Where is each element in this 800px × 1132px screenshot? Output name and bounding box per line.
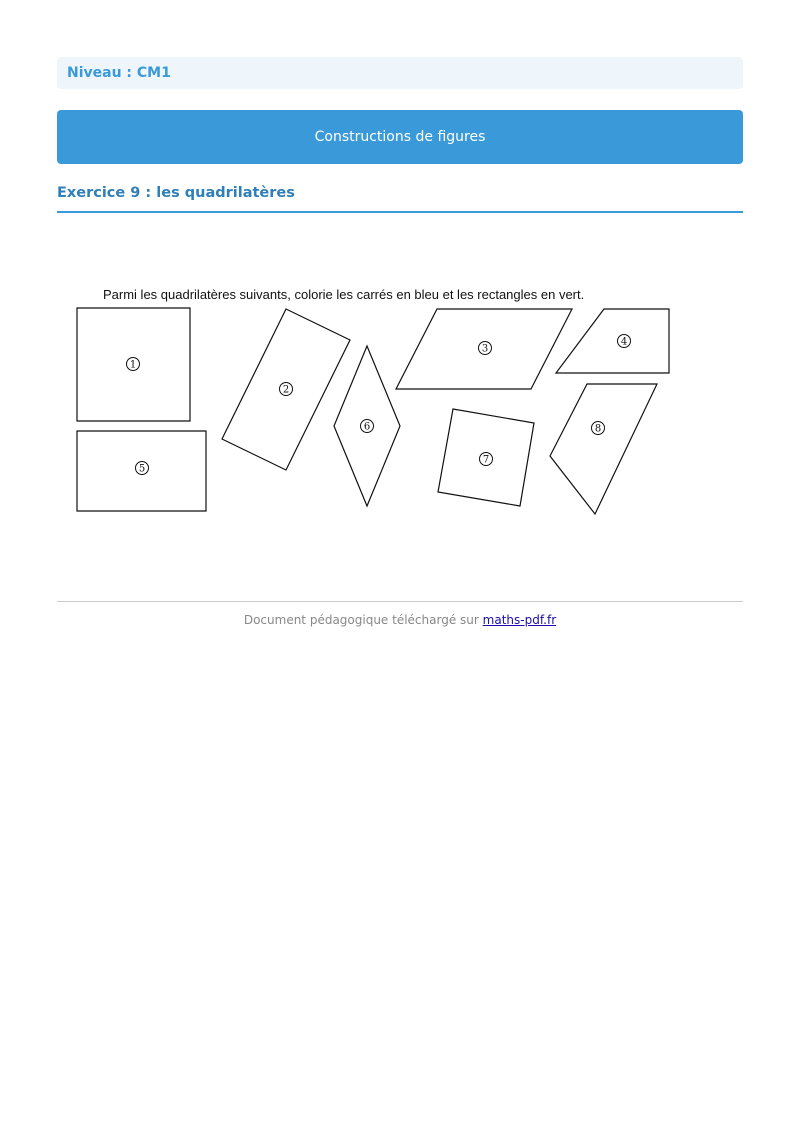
footer-link[interactable]: maths-pdf.fr [482,613,557,627]
shape-5-number: 5 [138,463,146,475]
niveau-label: Niveau : CM1 [57,57,743,89]
exercise-title: Exercice 9 : les quadrilatères [57,185,743,213]
shape-5[interactable] [77,431,206,511]
trapezoid-shape-4 [556,309,669,373]
shape-7-number: 7 [482,454,490,466]
page-title: Constructions de figures [57,110,743,164]
shape-4[interactable] [556,309,669,373]
shape-7[interactable] [438,409,534,506]
shape-3[interactable] [396,309,572,389]
shape-2[interactable] [222,309,350,470]
shape-6[interactable] [334,346,400,506]
footer-text: Document pédagogique téléchargé sur [243,613,479,627]
quadrilaterals-figure [68,280,688,525]
shape-1-number: 1 [129,359,137,371]
shape-4-number: 4 [620,336,628,348]
footer-divider [57,601,743,602]
shape-3-number: 3 [481,343,489,355]
instruction-text: Parmi les quadrilatères suivants, colorie les carrés en bleu et les rectangles en vert. [103,287,585,302]
shape-6-number: 6 [363,421,371,433]
shape-8-number: 8 [594,423,602,435]
shape-2-number: 2 [282,384,290,396]
footer [57,613,743,627]
shape-8[interactable] [550,384,657,514]
shape-1[interactable] [77,308,190,421]
quadrilateral-shape-8 [550,384,657,514]
